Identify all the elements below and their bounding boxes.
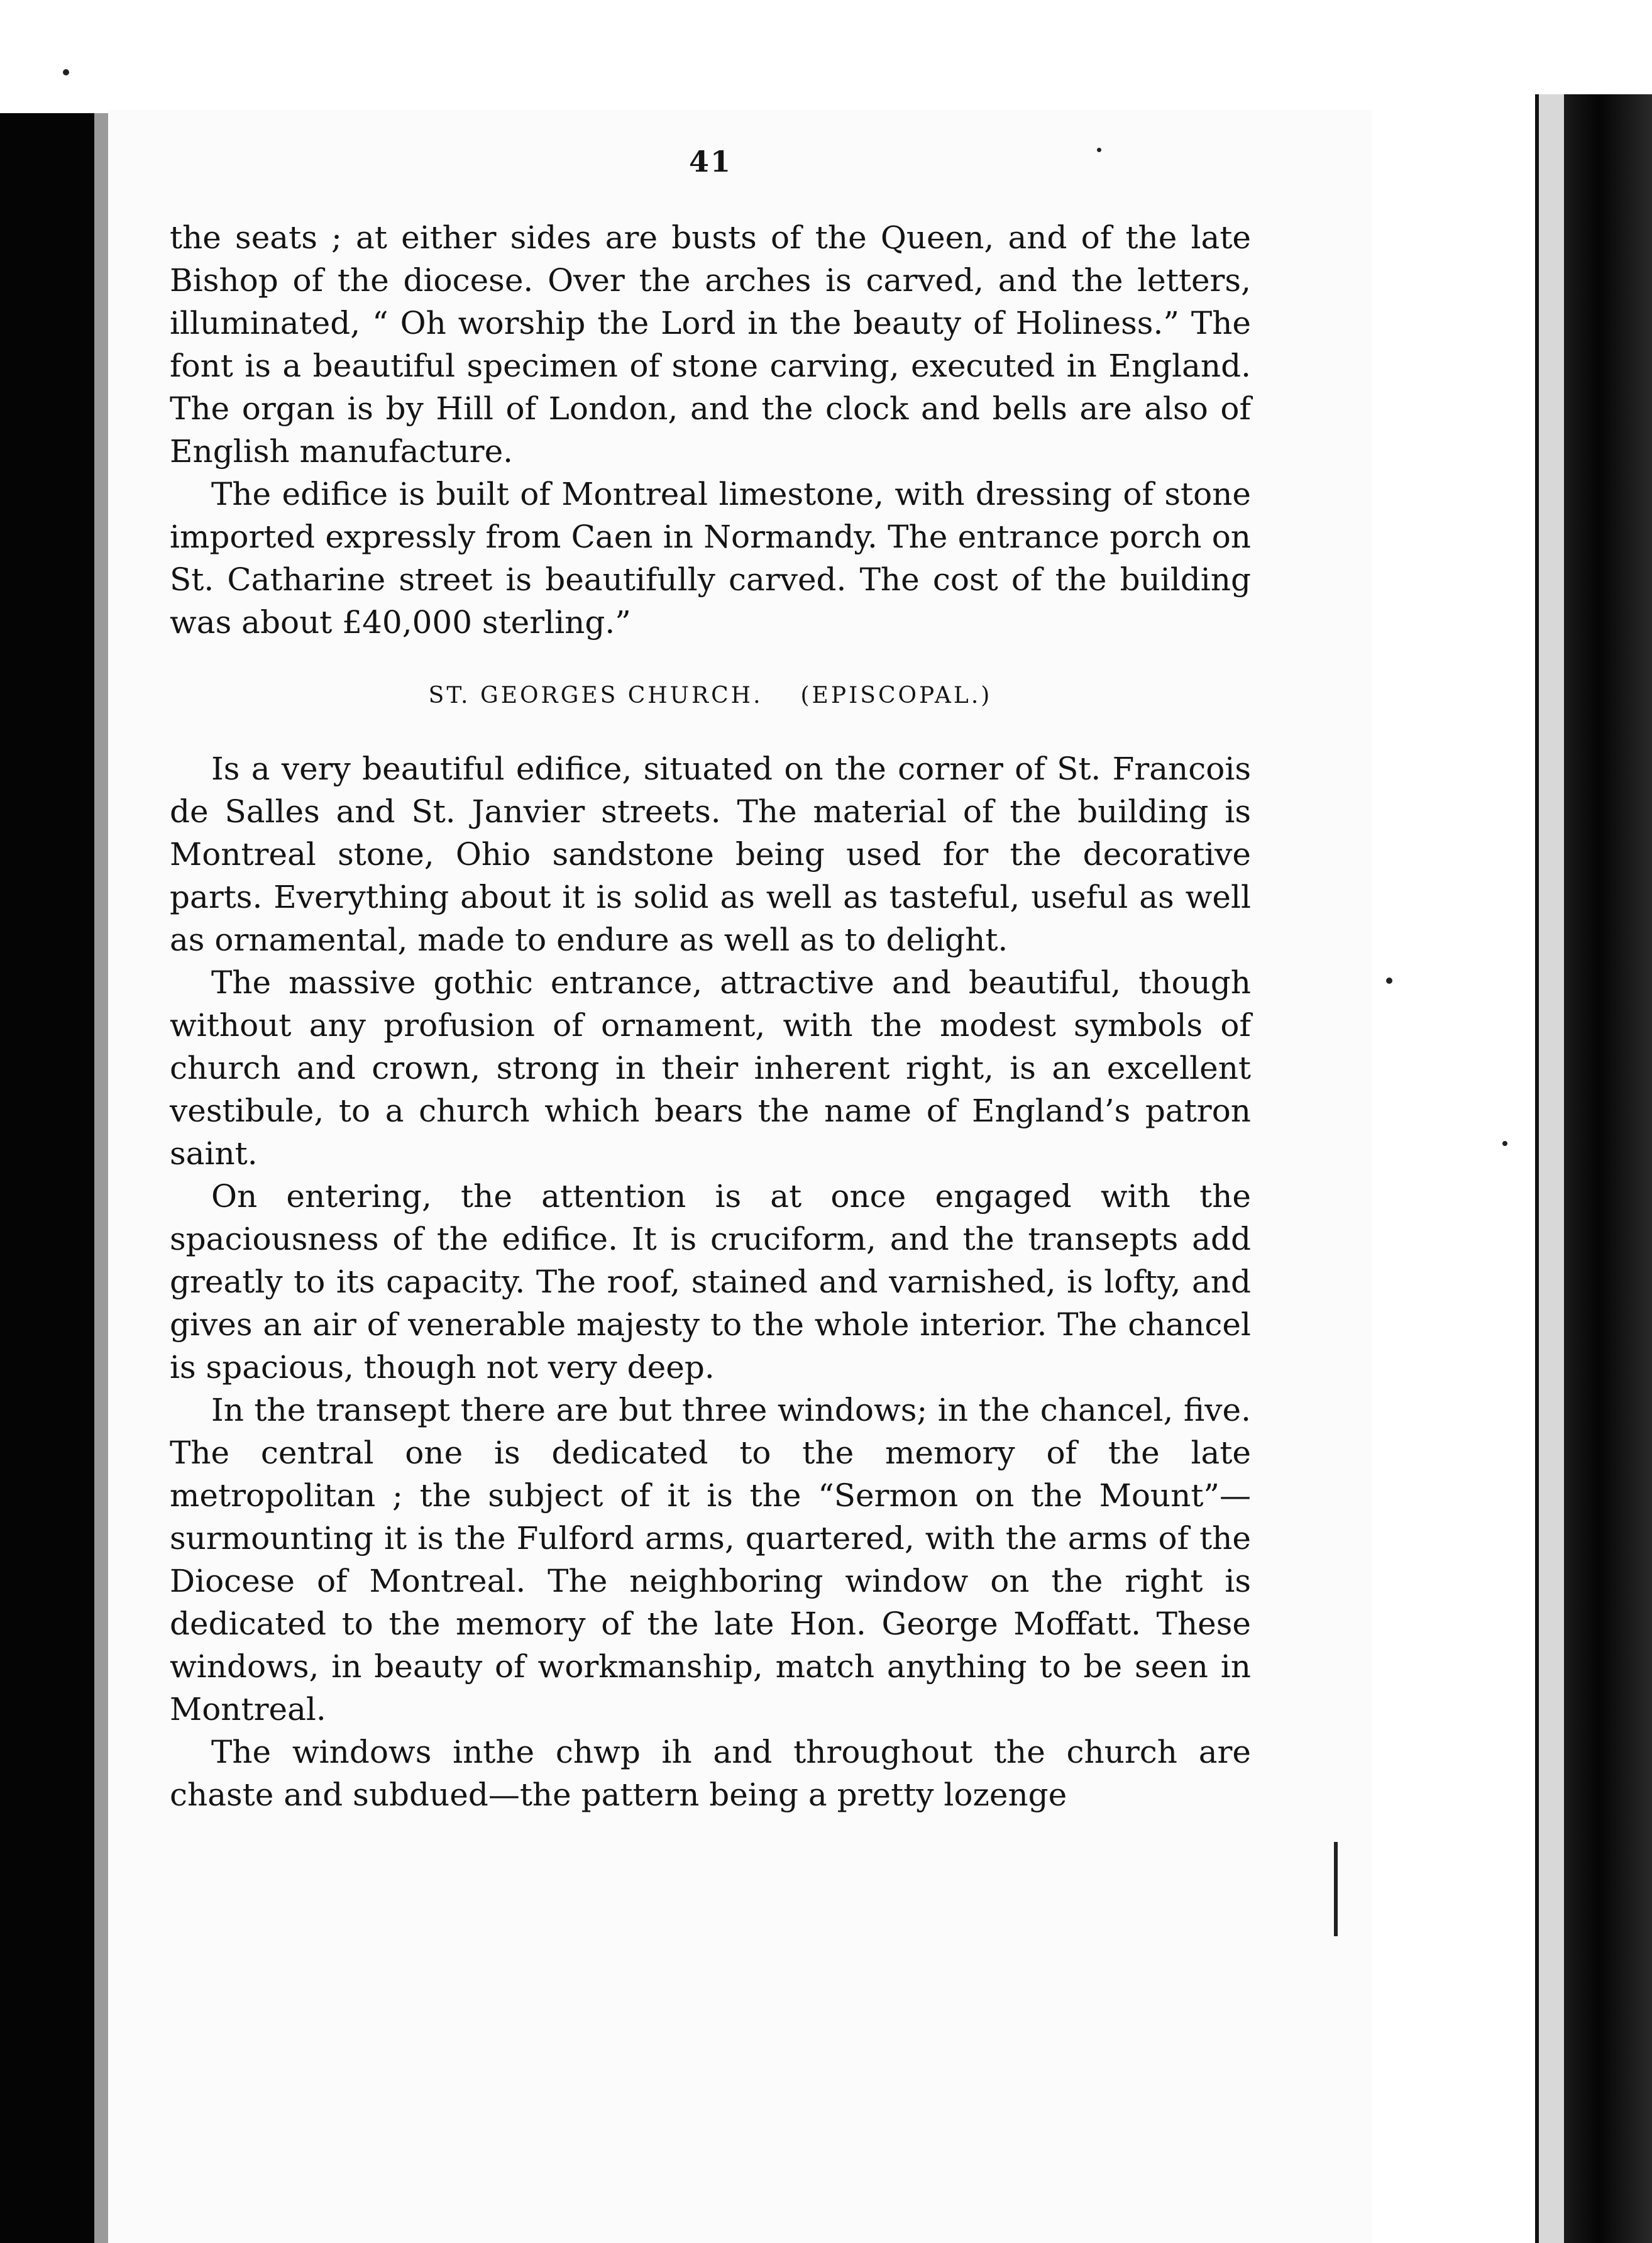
- right-binding-shadow: [1564, 94, 1652, 2243]
- paragraph: the seats ; at either sides are busts of the Queen, and of the late Bishop of the diocese. Over the arches is carved, and the letters, illuminated, “ Oh worship the Lord in the beauty of Holiness.” The font is a beautiful specimen of stone carving, executed in England. The organ is by Hill of London, and the clock and bells are also of English manufacture.: [170, 219, 1251, 470]
- left-page-edge: [94, 113, 108, 2243]
- paragraph: In the transept there are but three windows; in the chancel, five. The central one is dedicated to the memory of the late metropolitan ; the subject of it is the “Sermon on the Mount”—surmounting it is the Fulford arms, quartered, with the arms of the Diocese of Montreal. The neighboring window on the right is dedicated to the memory of the late Hon. George Moffatt. These windows, in beauty of workmanship, match anything to be seen in Montreal.: [170, 1392, 1251, 1728]
- paragraph: On entering, the attention is at once engaged with the spaciousness of the edifice. It is cruciform, and the transepts add greatly to its capacity. The roof, stained and varnished, is lofty, and gives an air of venerable majesty to the whole interior. The chancel is spacious, though not very deep.: [170, 1178, 1251, 1386]
- margin-line: [1334, 1842, 1338, 1936]
- paragraph: The edifice is built of Montreal limestone, with dressing of stone imported expressly from Caen in Normandy. The entrance porch on St. Catharine street is beautifully carved. The cost of the building was about £40,000 sterling.”: [170, 476, 1251, 641]
- paragraph: The massive gothic entrance, attractive and beautiful, though without any profusion of ornament, with the modest symbols of church and crown, strong in their inherent right, is an excellent vestibule, to a church which bears the name of England’s patron saint.: [170, 964, 1251, 1172]
- paragraph: Is a very beautiful edifice, situated on the corner of St. Francois de Salles and St. Janvier streets. The material of the building is Montreal stone, Ohio sandstone being used for the decorative parts. Everything about it is solid as well as tasteful, useful as well as ornamental, made to endure as well as to delight.: [170, 751, 1251, 958]
- right-page-edge: [1535, 94, 1564, 2243]
- left-binding-shadow: [0, 113, 94, 2243]
- section-title: ST. GEORGES CHURCH.: [428, 683, 763, 708]
- page-number: 41: [688, 145, 732, 179]
- section-heading: [170, 683, 1251, 708]
- section-subtitle: (EPISCOPAL.): [800, 683, 993, 708]
- paragraph: The windows inthe chwp ih and throughout the church are chaste and subdued—the pattern being a pretty lozenge: [170, 1734, 1251, 1813]
- dust-speck: [1386, 978, 1392, 984]
- page-text: [170, 145, 1251, 1816]
- dust-speck: [1502, 1141, 1507, 1146]
- dust-speck: [63, 69, 69, 75]
